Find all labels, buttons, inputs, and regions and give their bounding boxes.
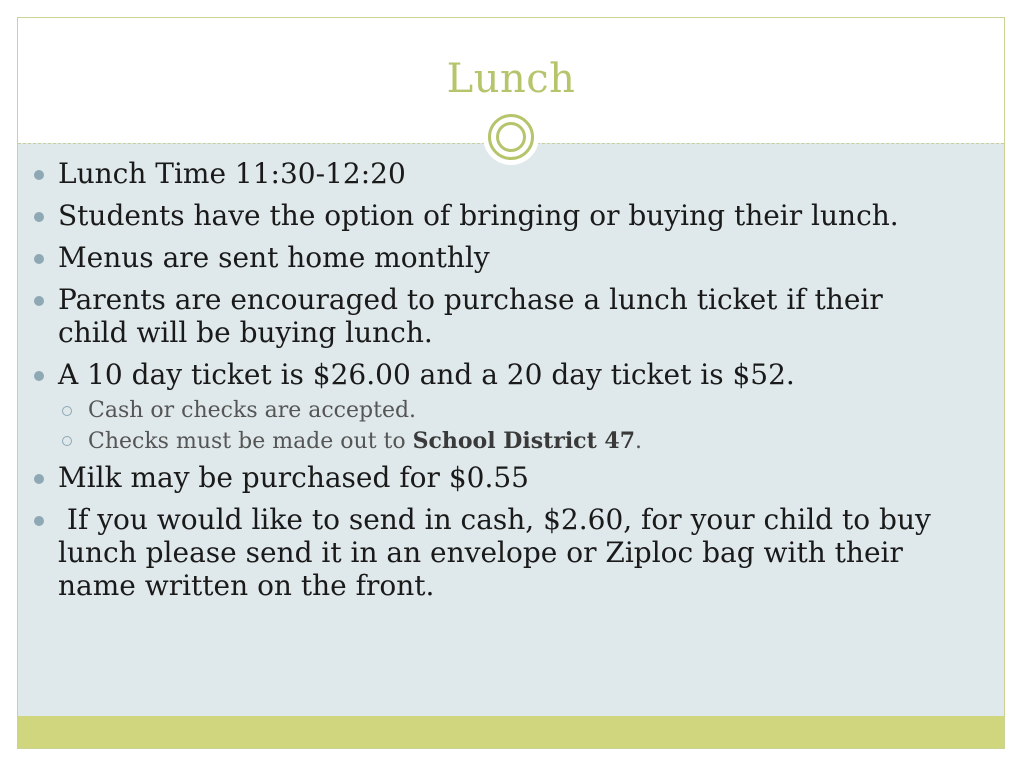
bullet-text: If you would like to send in cash, $2.60, for your child to buy lunch please send it in an envelope or Ziploc bag with their name written on the front.	[58, 503, 940, 602]
bullet-text: Menus are sent home monthly	[58, 241, 490, 274]
bullet-text: Milk may be purchased for $0.55	[58, 461, 529, 494]
bullet-dot-icon	[34, 212, 44, 222]
sub-bullet-prefix: Checks must be made out to	[88, 429, 413, 454]
circle-ornament-icon	[488, 114, 534, 160]
bullet-item	[30, 157, 960, 190]
bullet-item	[30, 358, 960, 391]
sub-bullet-suffix: .	[635, 429, 643, 454]
sub-bullet-text: Cash or checks are accepted.	[88, 398, 417, 423]
bullet-dot-icon	[34, 474, 44, 484]
sub-bullet-item	[30, 396, 960, 426]
bullet-dot-icon	[34, 254, 44, 264]
bullet-text: A 10 day ticket is $26.00 and a 20 day ticket is $52.	[58, 358, 795, 391]
slide-title: Lunch	[446, 56, 576, 102]
bullet-item	[30, 461, 960, 494]
bullet-list	[30, 157, 960, 611]
bullet-dot-icon	[34, 170, 44, 180]
bullet-text: Parents are encouraged to purchase a lunch ticket if their child will be buying lunch.	[58, 283, 883, 349]
bullet-text: Lunch Time 11:30-12:20	[58, 157, 406, 190]
bullet-dot-icon	[34, 371, 44, 381]
bullet-item	[30, 199, 960, 232]
footer-band	[18, 716, 1004, 749]
sub-bullet-item	[30, 426, 960, 457]
bullet-text: Students have the option of bringing or buying their lunch.	[58, 199, 899, 232]
sub-bullet-ring-icon	[62, 406, 72, 416]
bullet-item	[30, 503, 960, 602]
bullet-dot-icon	[34, 296, 44, 306]
inner-ring-icon	[496, 122, 526, 152]
sub-bullet-ring-icon	[62, 436, 72, 446]
bullet-item	[30, 241, 960, 274]
district-name: School District 47	[412, 428, 636, 454]
bullet-dot-icon	[34, 516, 44, 526]
bullet-item	[30, 283, 960, 349]
